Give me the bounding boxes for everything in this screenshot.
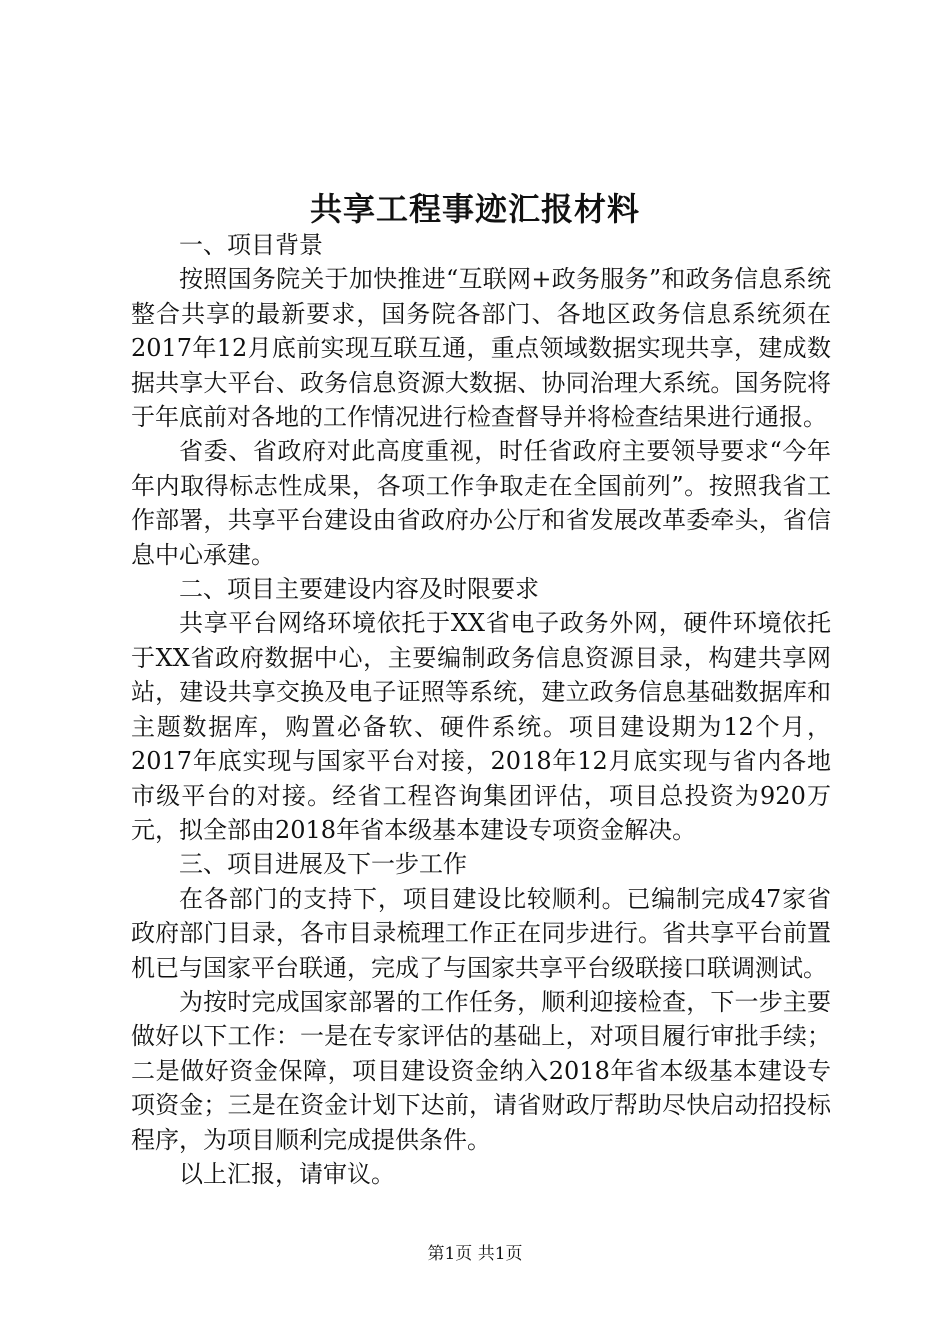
- paragraph-leadership: 省委、省政府对此高度重视，时任省政府主要领导要求“今年年内取得标志性成果，各项工作争取走在全国前列”。按照我省工作部署，共享平台建设由省政府办公厅和省发展改革委牵头，省信息中心承建。: [131, 437, 831, 569]
- document-body: [131, 228, 831, 1191]
- paragraph-closing: 以上汇报，请审议。: [179, 1159, 395, 1188]
- document-title: 共享工程事迹汇报材料: [309, 190, 640, 228]
- paragraph-next-steps: 为按时完成国家部署的工作任务，顺利迎接检查，下一步主要做好以下工作：一是在专家评估的基础上，对项目履行审批手续；二是做好资金保障，项目建设资金纳入2018年省本级基本建设专项资金；三是在资金计划下达前，请省财政厅帮助尽快启动招投标程序，为项目顺利完成提供条件。: [131, 987, 831, 1154]
- section-heading-progress: 三、项目进展及下一步工作: [179, 850, 467, 879]
- section-heading-background: 一、项目背景: [179, 231, 323, 259]
- paragraph-progress: 在各部门的支持下，项目建设比较顺利。已编制完成47家省政府部门目录，各市目录梳理工作正在同步进行。省共享平台前置机已与国家平台联通，完成了与国家共享平台级联接口联调测试。: [131, 884, 831, 982]
- page-footer: 第1页 共1页: [427, 1244, 523, 1264]
- section-heading-content: 二、项目主要建设内容及时限要求: [179, 575, 539, 604]
- paragraph-background: 按照国务院关于加快推进“互联网+政务服务”和政务信息系统整合共享的最新要求，国务院各部门、各地区政务信息系统须在2017年12月底前实现互联互通，重点领域数据实现共享，建成数据共享大平台、政务信息资源大数据、协同治理大系统。国务院将于年底前对各地的工作情况进行检查督导并将检查结果进行通报。: [131, 265, 831, 432]
- paragraph-content: 共享平台网络环境依托于XX省电子政务外网，硬件环境依托于XX省政府数据中心，主要编制政务信息资源目录，构建共享网站，建设共享交换及电子证照等系统，建立政务信息基础数据库和主题数据库，购置必备软、硬件系统。项目建设期为12个月，2017年底实现与国家平台对接，2018年12月底实现与省内各地市级平台的对接。经省工程咨询集团评估，项目总投资为920万元，拟全部由2018年省本级基本建设专项资金解决。: [131, 609, 831, 844]
